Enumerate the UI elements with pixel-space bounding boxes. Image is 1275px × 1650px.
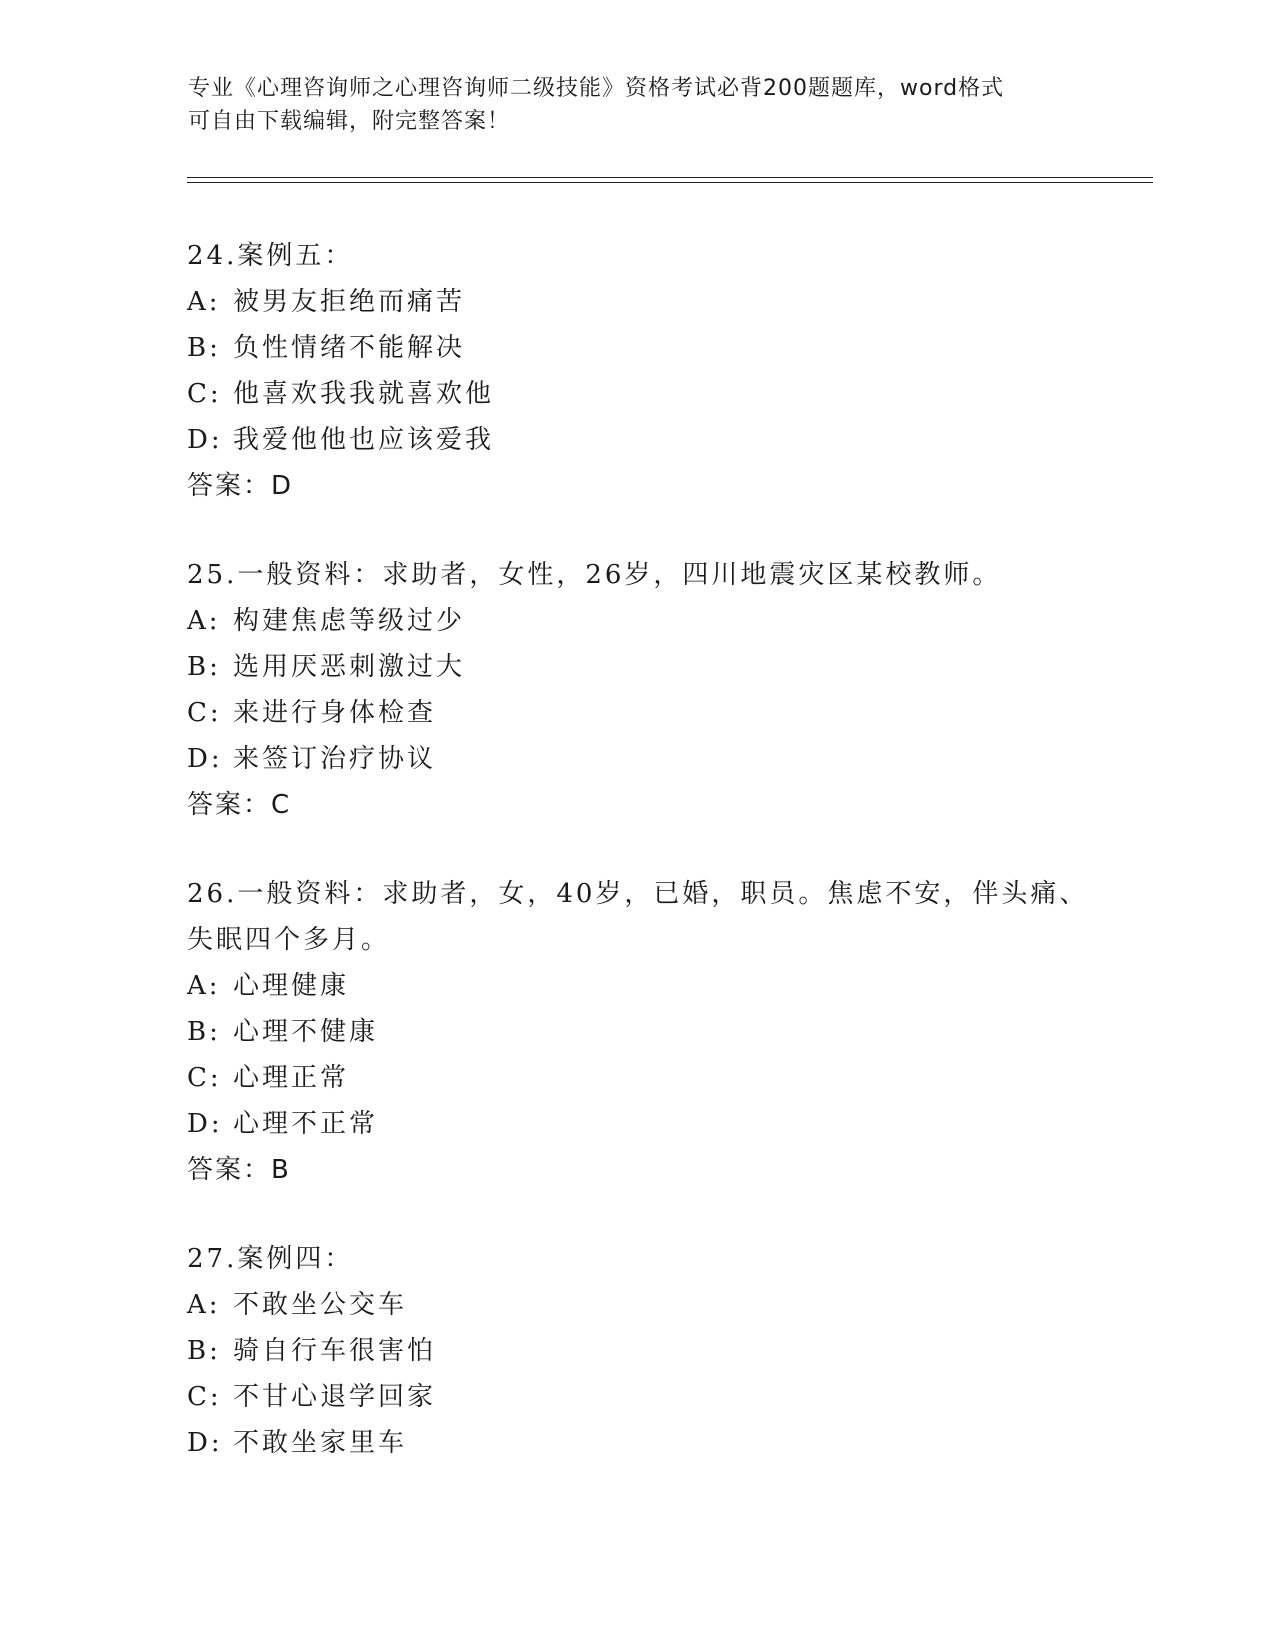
- option-label: C:: [187, 1382, 222, 1412]
- question-stem: 25.一般资料：求助者，女性，26岁，四川地震灾区某校教师。: [187, 560, 1002, 590]
- option-b: [187, 1328, 1107, 1374]
- option-text: 选用厌恶刺激过大: [233, 652, 466, 682]
- question-stem: 26.一般资料：求助者，女，40岁，已婚，职员。焦虑不安，伴头痛、: [187, 879, 1089, 909]
- option-b: [187, 325, 1107, 371]
- option-label: D:: [187, 744, 223, 774]
- option-label: C:: [187, 379, 222, 409]
- option-label: D:: [187, 425, 223, 455]
- option-text: 骑自行车很害怕: [233, 1336, 437, 1366]
- option-text: 他喜欢我我就喜欢他: [233, 379, 495, 409]
- option-label: B:: [187, 1336, 221, 1366]
- answer-text: 答案：B: [187, 1155, 291, 1185]
- option-label: B:: [187, 652, 221, 682]
- option-text: 来进行身体检查: [233, 698, 437, 728]
- option-text: 构建焦虑等级过少: [233, 606, 466, 636]
- option-label: A:: [187, 606, 221, 636]
- option-label: C:: [187, 1063, 222, 1093]
- answer-text: 答案：D: [187, 471, 294, 501]
- question-stem-continued: 失眠四个多月。: [187, 925, 391, 955]
- option-text: 不敢坐公交车: [233, 1290, 408, 1320]
- option-label: B:: [187, 1017, 221, 1047]
- option-d: [187, 417, 1107, 463]
- question-27: [187, 1236, 1107, 1466]
- option-text: 我爱他他也应该爱我: [233, 425, 495, 455]
- option-b: [187, 644, 1107, 690]
- option-d: [187, 1101, 1107, 1147]
- option-d: [187, 736, 1107, 782]
- document-header: [188, 72, 1068, 138]
- option-a: [187, 279, 1107, 325]
- option-label: D:: [187, 1109, 223, 1139]
- option-text: 心理不健康: [233, 1017, 379, 1047]
- option-label: B:: [187, 333, 221, 363]
- option-c: [187, 1374, 1107, 1420]
- option-text: 来签订治疗协议: [233, 744, 437, 774]
- header-divider-top: [187, 177, 1153, 178]
- option-text: 心理正常: [233, 1063, 350, 1093]
- option-text: 被男友拒绝而痛苦: [233, 287, 466, 317]
- header-divider-bottom: [187, 182, 1153, 183]
- header-line-2: 可自由下载编辑，附完整答案！: [188, 109, 511, 134]
- answer-text: 答案：C: [187, 790, 292, 820]
- question-stem: 27.案例四：: [187, 1244, 354, 1274]
- option-label: A:: [187, 971, 221, 1001]
- option-c: [187, 1055, 1107, 1101]
- option-a: [187, 963, 1107, 1009]
- option-d: [187, 1420, 1107, 1466]
- option-c: [187, 371, 1107, 417]
- question-26: [187, 871, 1107, 1193]
- option-text: 心理不正常: [233, 1109, 379, 1139]
- option-a: [187, 598, 1107, 644]
- option-a: [187, 1282, 1107, 1328]
- option-label: A:: [187, 287, 221, 317]
- option-label: A:: [187, 1290, 221, 1320]
- option-label: D:: [187, 1428, 223, 1458]
- option-text: 负性情绪不能解决: [233, 333, 466, 363]
- option-text: 不敢坐家里车: [233, 1428, 408, 1458]
- question-25: [187, 552, 1107, 828]
- header-line-1: 专业《心理咨询师之心理咨询师二级技能》资格考试必背200题题库，word格式: [188, 76, 1005, 101]
- option-text: 心理健康: [233, 971, 350, 1001]
- question-24: [187, 233, 1107, 509]
- option-c: [187, 690, 1107, 736]
- option-label: C:: [187, 698, 222, 728]
- option-text: 不甘心退学回家: [233, 1382, 437, 1412]
- option-b: [187, 1009, 1107, 1055]
- question-stem: 24.案例五：: [187, 241, 354, 271]
- question-list: [187, 233, 1107, 1509]
